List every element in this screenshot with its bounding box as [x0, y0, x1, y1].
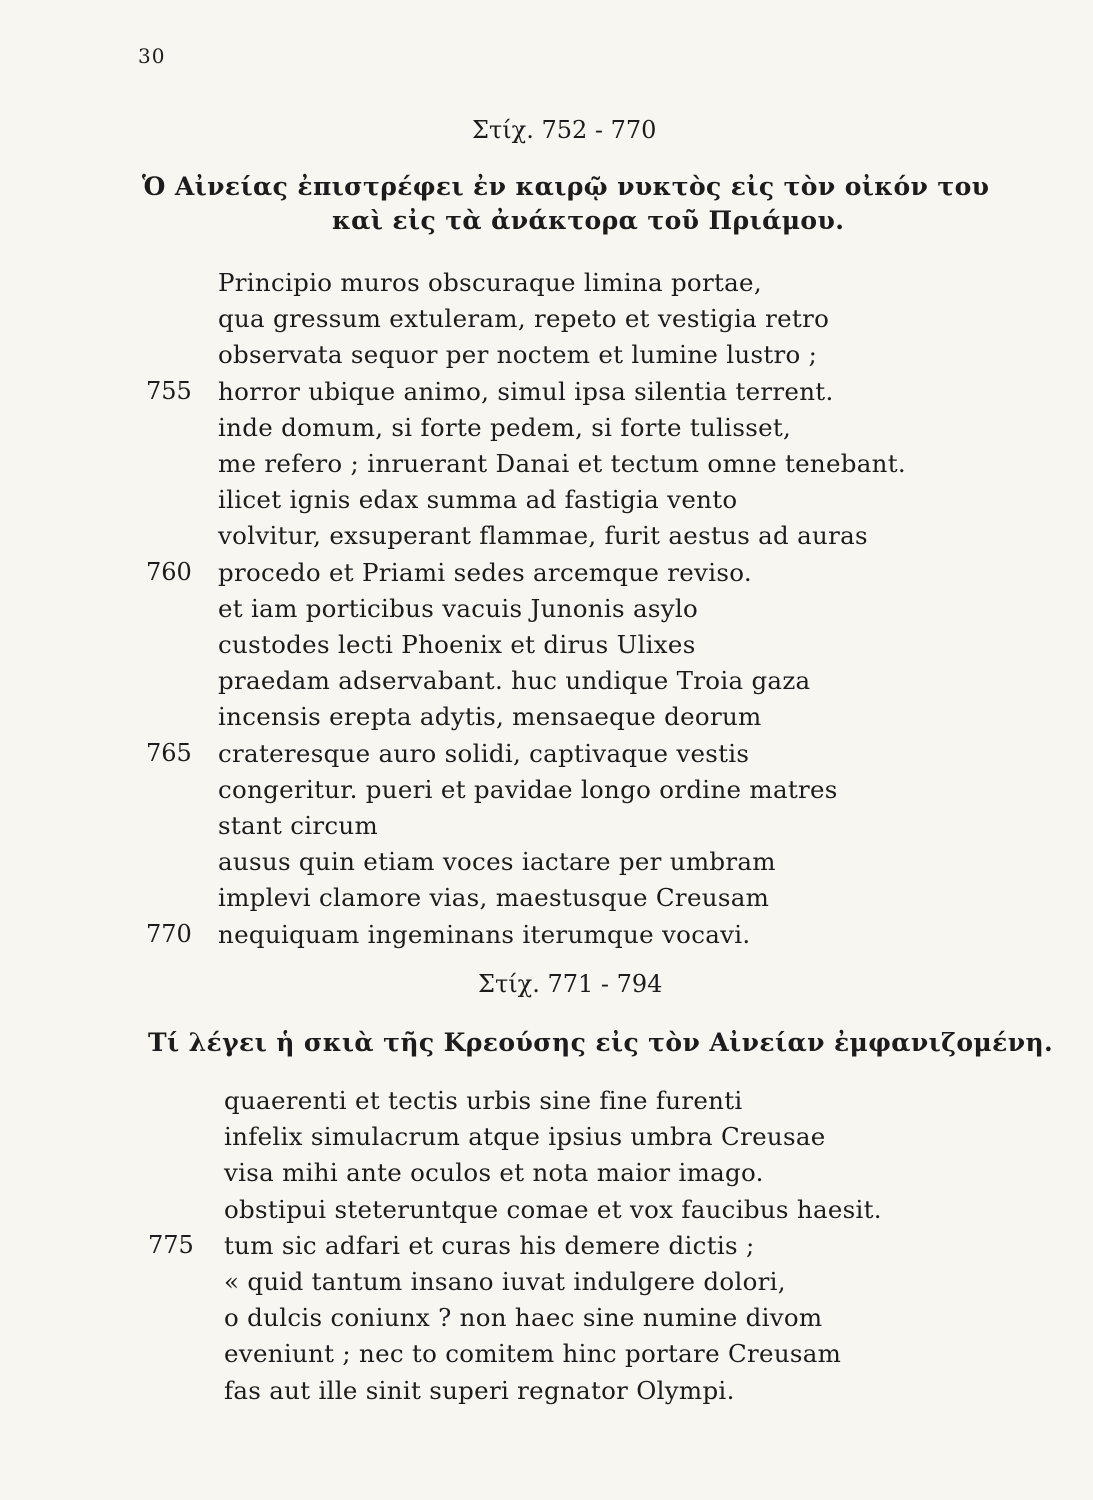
line-text: visa mihi ante oculos et nota maior imago.	[224, 1158, 764, 1188]
verse-line	[0, 268, 1093, 304]
verse-line	[0, 413, 1093, 449]
section-reference: Στίχ. 752 - 770	[472, 116, 657, 144]
verse-line	[0, 521, 1093, 557]
section-heading-continuation: καὶ εἰς τὰ ἀνάκτορα τοῦ Πριάμου.	[332, 206, 845, 235]
verse-line	[0, 630, 1093, 666]
line-number: 755	[146, 376, 192, 405]
verse-line	[0, 594, 1093, 630]
line-text: stant circum	[218, 811, 379, 840]
line-text: et iam porticibus vacuis Junonis asylo	[218, 593, 699, 623]
line-text: obstipui steteruntque comae et vox faucibus haesit.	[224, 1194, 882, 1224]
line-number: 770	[146, 919, 192, 948]
line-text: horror ubique animo, simul ipsa silentia terrent.	[218, 376, 834, 406]
verse-line	[0, 847, 1093, 883]
verse-line	[0, 883, 1093, 919]
section-reference: Στίχ. 771 - 794	[478, 970, 663, 998]
line-text: me refero ; inruerant Danai et tectum omne tenebant.	[218, 449, 906, 478]
verse-line	[0, 1339, 1093, 1375]
line-text: incensis erepta adytis, mensaeque deorum	[218, 702, 762, 732]
section-heading: Ὁ Αἰνείας ἐπιστρέφει ἐν καιρῷ νυκτὸς εἰς τὸν οἰκόν του	[142, 172, 990, 201]
verse-line	[0, 340, 1093, 376]
verse-line	[0, 485, 1093, 521]
verse-line	[0, 1303, 1093, 1339]
verse-line	[0, 1158, 1093, 1194]
line-text: custodes lecti Phoenix et dirus Ulixes	[218, 630, 696, 659]
line-text: ausus quin etiam voces iactare per umbram	[218, 847, 776, 877]
verse-line	[0, 811, 1093, 847]
line-text: ilicet ignis edax summa ad fastigia vento	[218, 485, 738, 515]
line-text: o dulcis coniunx ? non haec sine numine divom	[224, 1303, 823, 1333]
line-text: praedam adservabant. huc undique Troia gaza	[218, 666, 811, 696]
verse-line	[0, 1267, 1093, 1303]
line-text: volvitur, exsuperant flammae, furit aestus ad auras	[218, 521, 868, 551]
verse-line	[0, 1195, 1093, 1231]
line-text: congeritur. pueri et pavidae longo ordine matres	[218, 774, 838, 804]
verse-line	[0, 702, 1093, 738]
verse-line	[0, 1376, 1093, 1412]
verse-line	[0, 1122, 1093, 1158]
line-text: tum sic adfari et curas his demere dictis ;	[224, 1230, 755, 1260]
section-heading: Τί λέγει ἡ σκιὰ τῆς Κρεούσης εἰς τὸν Αἰνείαν ἐμφανιζομένη.	[148, 1028, 1054, 1057]
line-text: infelix simulacrum atque ipsius umbra Creusae	[224, 1122, 826, 1152]
line-text: fas aut ille sinit superi regnator Olympi.	[224, 1375, 735, 1405]
verse-line	[0, 304, 1093, 340]
line-text: observata sequor per noctem et lumine lustro ;	[218, 340, 818, 370]
line-number: 765	[146, 738, 192, 767]
line-text: implevi clamore vias, maestusque Creusam	[218, 883, 770, 913]
verse-line	[0, 739, 1093, 775]
verse-line	[0, 558, 1093, 594]
line-number: 775	[148, 1230, 194, 1259]
verse-line	[0, 920, 1093, 956]
line-text: procedo et Priami sedes arcemque reviso.	[218, 557, 752, 587]
line-text: qua gressum extuleram, repeto et vestigia retro	[218, 304, 830, 334]
line-text: « quid tantum insano iuvat indulgere dolori,	[224, 1267, 786, 1296]
line-text: Principio muros obscuraque limina portae,	[218, 268, 762, 297]
verse-line	[0, 775, 1093, 811]
line-number: 760	[146, 557, 192, 586]
line-text: nequiquam ingeminans iterumque vocavi.	[218, 919, 751, 949]
verse-line	[0, 449, 1093, 485]
line-text: eveniunt ; nec to comitem hinc portare Creusam	[224, 1339, 842, 1369]
verse-line	[0, 1086, 1093, 1122]
verse-line	[0, 666, 1093, 702]
verse-line	[0, 1231, 1093, 1267]
line-text: quaerenti et tectis urbis sine fine furenti	[224, 1086, 743, 1115]
line-text: crateresque auro solidi, captivaque vestis	[218, 738, 750, 768]
line-text: inde domum, si forte pedem, si forte tulisset,	[218, 412, 792, 442]
page-number: 30	[138, 44, 166, 68]
verse-line	[0, 377, 1093, 413]
